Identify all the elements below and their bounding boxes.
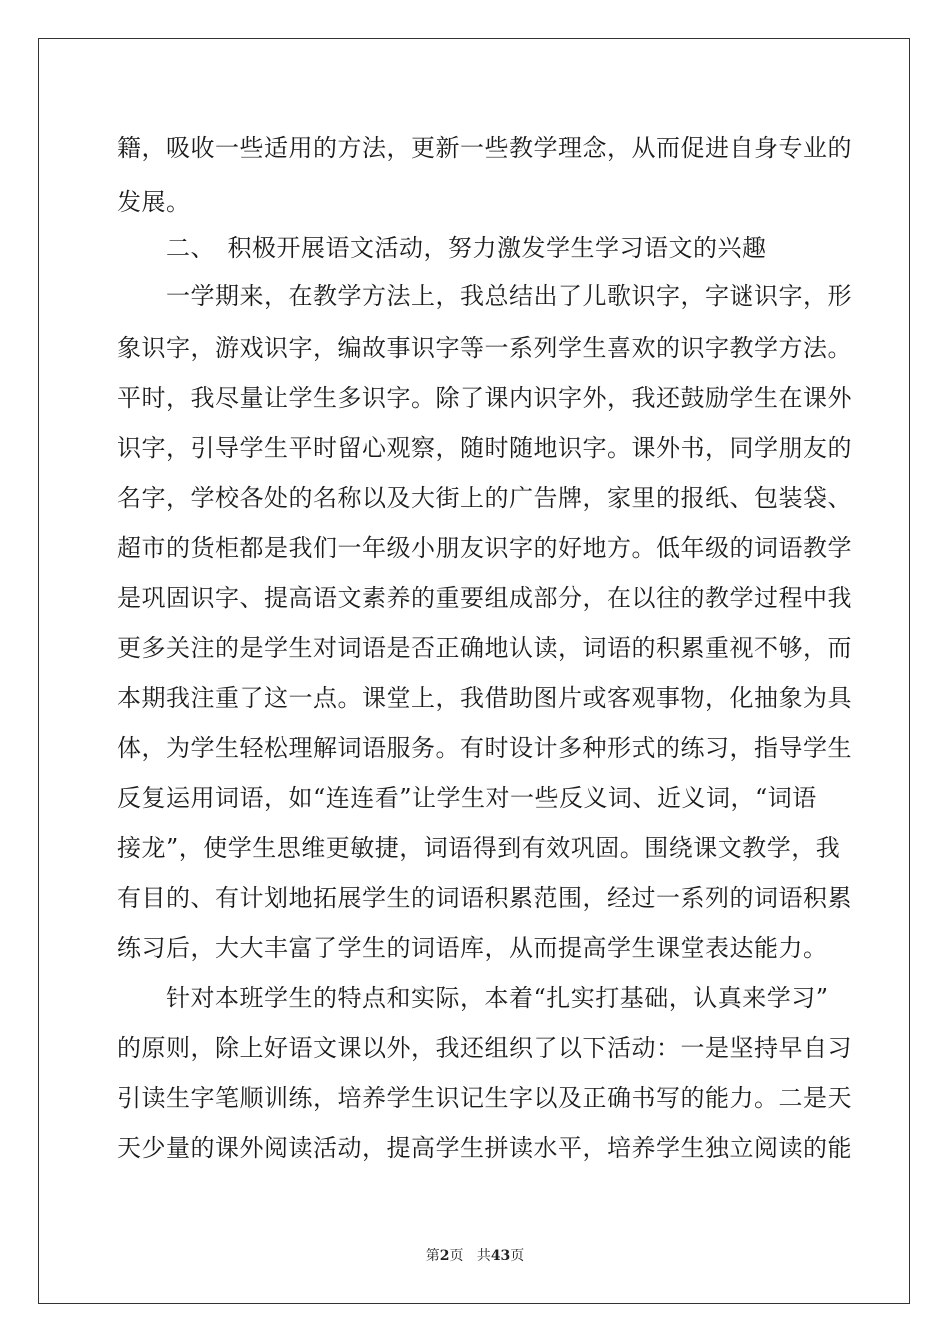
page-suffix: 页 bbox=[449, 1248, 464, 1264]
text-line: 有目的、有计划地拓展学生的词语积累范围，经过一系列的词语积累 bbox=[117, 884, 852, 912]
text-line: 练习后，大大丰富了学生的词语库，从而提高学生课堂表达能力。 bbox=[117, 934, 828, 962]
text-line: 更多关注的是学生对词语是否正确地认读，词语的积累重视不够，而 bbox=[117, 634, 852, 662]
page-prefix: 第 bbox=[425, 1248, 440, 1264]
text-line: 名字，学校各处的名称以及大街上的广告牌，家里的报纸、包装袋、 bbox=[117, 484, 852, 512]
page-footer bbox=[0, 1246, 950, 1266]
page-number: 2 bbox=[439, 1248, 450, 1264]
total-suffix: 页 bbox=[510, 1248, 525, 1264]
text-line: 的原则，除上好语文课以外，我还组织了以下活动：一是坚持早自习 bbox=[117, 1034, 852, 1062]
text-line: 天少量的课外阅读活动，提高学生拼读水平，培养学生独立阅读的能 bbox=[117, 1134, 852, 1162]
total-pages: 43 bbox=[490, 1248, 511, 1264]
text-line: 一学期来，在教学方法上，我总结出了儿歌识字，字谜识字，形 bbox=[117, 282, 852, 310]
text-line: 平时，我尽量让学生多识字。除了课内识字外，我还鼓励学生在课外 bbox=[117, 384, 852, 412]
text-line: 本期我注重了这一点。课堂上，我借助图片或客观事物，化抽象为具 bbox=[117, 684, 852, 712]
text-line: 针对本班学生的特点和实际，本着“扎实打基础，认真来学习” bbox=[117, 984, 829, 1012]
text-line: 是巩固识字、提高语文素养的重要组成部分，在以往的教学过程中我 bbox=[117, 584, 852, 612]
section-heading: 二、 积极开展语文活动，努力激发学生学习语文的兴趣 bbox=[117, 234, 767, 262]
text-line: 发展。 bbox=[117, 188, 191, 216]
text-line: 反复运用词语，如“连连看”让学生对一些反义词、近义词，“词语 bbox=[117, 784, 817, 812]
text-line: 接龙”，使学生思维更敏捷，词语得到有效巩固。围绕课文教学，我 bbox=[117, 834, 841, 862]
text-line: 籍，吸收一些适用的方法，更新一些教学理念，从而促进自身专业的 bbox=[117, 134, 852, 162]
text-line: 识字，引导学生平时留心观察，随时随地识字。课外书，同学朋友的 bbox=[117, 434, 852, 462]
text-line: 超市的货柜都是我们一年级小朋友识字的好地方。低年级的词语教学 bbox=[117, 534, 852, 562]
text-line: 引读生字笔顺训练，培养学生识记生字以及正确书写的能力。二是天 bbox=[117, 1084, 852, 1112]
total-prefix: 共 bbox=[476, 1248, 491, 1264]
text-line: 体，为学生轻松理解词语服务。有时设计多种形式的练习，指导学生 bbox=[117, 734, 852, 762]
text-line: 象识字，游戏识字，编故事识字等一系列学生喜欢的识字教学方法。 bbox=[117, 334, 852, 362]
